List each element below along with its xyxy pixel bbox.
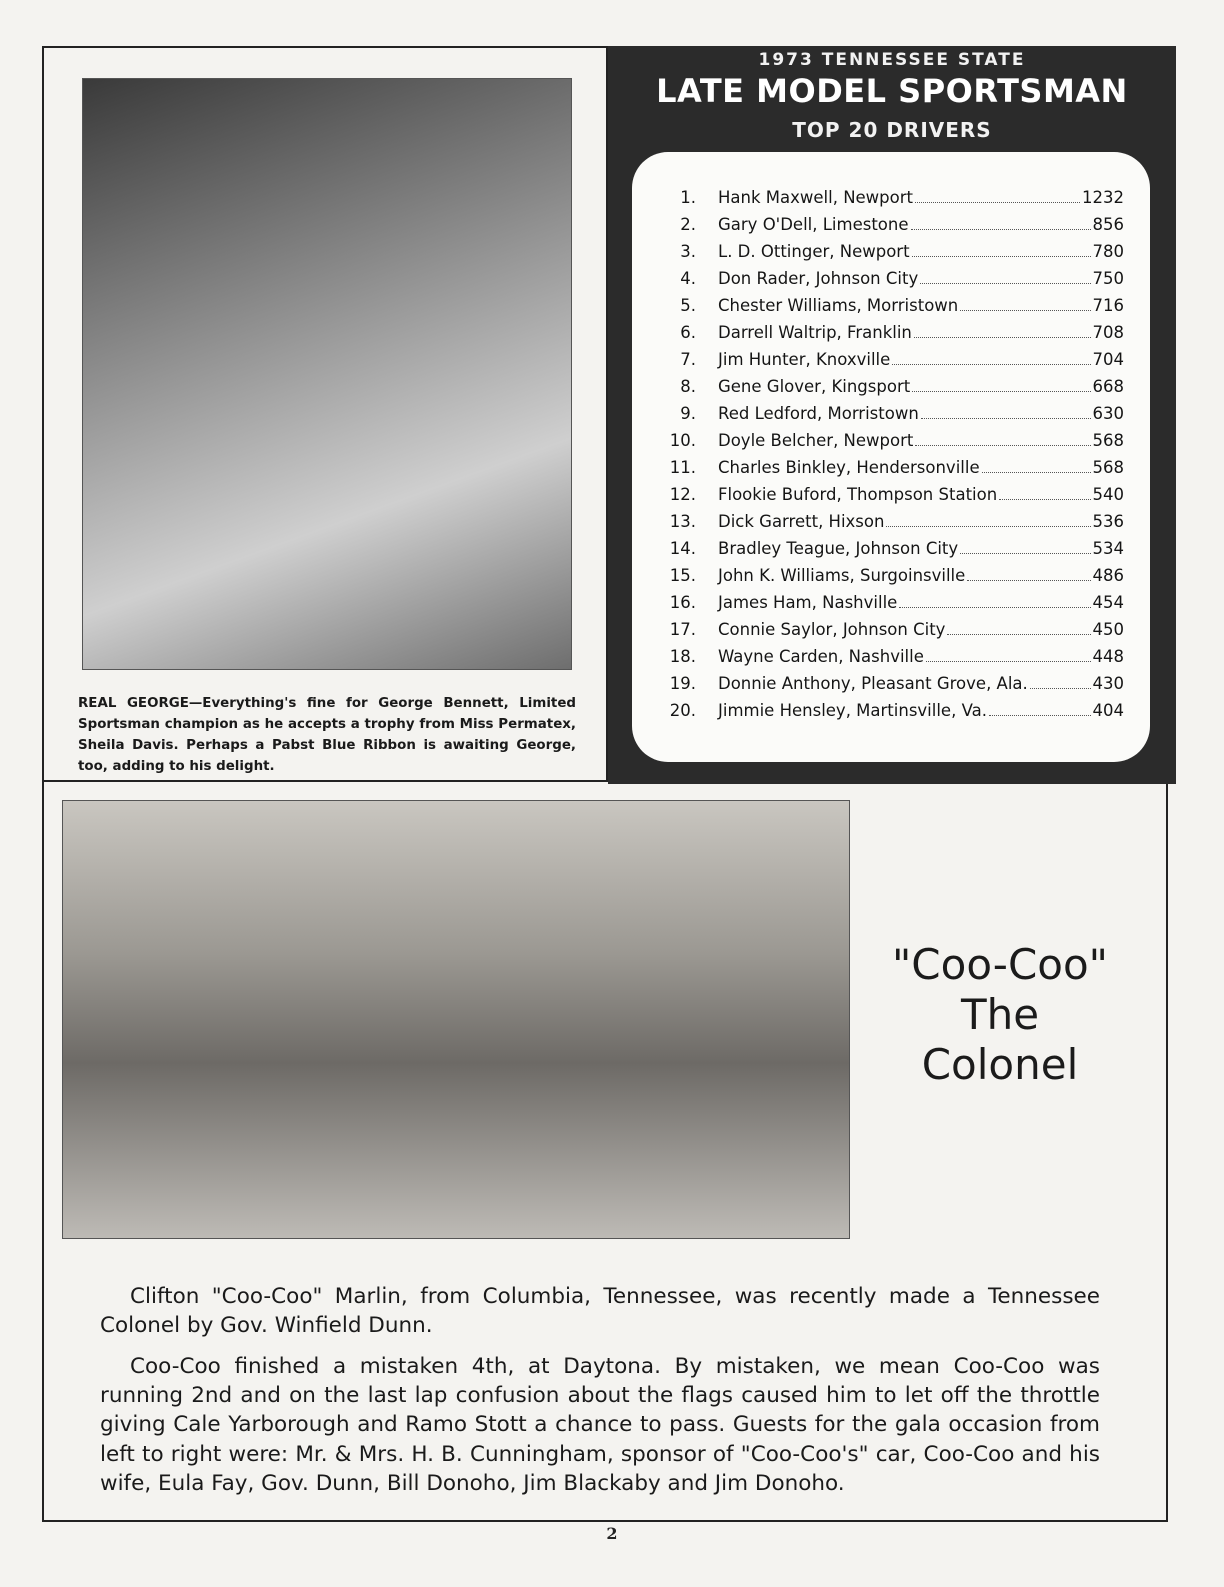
driver-rank: 4. xyxy=(680,269,696,288)
standings-row xyxy=(654,377,1124,404)
standings-title: LATE MODEL SPORTSMAN xyxy=(656,72,1128,110)
driver-points: 704 xyxy=(1092,350,1124,369)
colonel-group-photo xyxy=(62,800,850,1239)
driver-rank: 15. xyxy=(669,566,696,585)
standings-row xyxy=(654,647,1124,674)
article-paragraph: Clifton "Coo-Coo" Marlin, from Columbia, Tennessee, was recently made a Tennessee Colonel by Gov. Winfield Dunn. xyxy=(100,1283,1100,1338)
driver-points: 780 xyxy=(1092,242,1124,261)
photo-caption: REAL GEORGE—Everything's fine for George Bennett, Limited Sportsman champion as he accepts a trophy from Miss Permatex, Sheila Davis. Perhaps a Pabst Blue Ribbon is awaiting George, too, adding to his delight. xyxy=(78,696,576,775)
driver-name: Gene Glover, Kingsport xyxy=(718,377,911,396)
standings-kicker: 1973 TENNESSEE STATE xyxy=(758,50,1026,70)
driver-rank: 18. xyxy=(669,647,696,666)
driver-name: L. D. Ottinger, Newport xyxy=(718,242,910,261)
driver-name: Doyle Belcher, Newport xyxy=(718,431,914,450)
driver-rank: 20. xyxy=(669,701,696,720)
driver-name: Jimmie Hensley, Martinsville, Va. xyxy=(718,701,987,720)
driver-name: Jim Hunter, Knoxville xyxy=(718,350,891,369)
driver-rank: 2. xyxy=(680,215,696,234)
driver-points: 540 xyxy=(1092,485,1124,504)
leader-dots xyxy=(960,310,1090,311)
driver-points: 708 xyxy=(1092,323,1124,342)
standings-row xyxy=(654,458,1124,485)
driver-rank: 6. xyxy=(680,323,696,342)
standings-row xyxy=(654,539,1124,566)
leader-dots xyxy=(886,526,1090,527)
driver-points: 716 xyxy=(1092,296,1124,315)
driver-points: 534 xyxy=(1092,539,1124,558)
driver-rank: 13. xyxy=(669,512,696,531)
article-title-line: Colonel xyxy=(921,1040,1079,1089)
article-title-line: The xyxy=(960,990,1040,1039)
article-title xyxy=(860,940,1140,1090)
driver-rank: 8. xyxy=(680,377,696,396)
standings-row xyxy=(654,512,1124,539)
driver-rank: 11. xyxy=(669,458,696,477)
driver-rank: 1. xyxy=(680,188,696,207)
driver-rank: 12. xyxy=(669,485,696,504)
driver-points: 630 xyxy=(1092,404,1124,423)
driver-rank: 5. xyxy=(680,296,696,315)
standings-row xyxy=(654,188,1124,215)
standings-row xyxy=(654,485,1124,512)
driver-name: Chester Williams, Morristown xyxy=(718,296,959,315)
leader-dots xyxy=(926,661,1091,662)
leader-dots xyxy=(989,715,1091,716)
article-paragraph: Coo-Coo finished a mistaken 4th, at Daytona. By mistaken, we mean Coo-Coo was running 2nd and on the last lap confusion about the flags caused him to let off the throttle giving Cale Yarborough and Ramo Stott a chance to pass. Guests for the gala occasion from left to right were: Mr. & Mrs. H. B. Cunningham, sponsor of "Coo-Coo's" car, Coo-Coo and his wife, Eula Fay, Gov. Dunn, Bill Donoho, Jim Blackaby and Jim Donoho. xyxy=(100,1353,1100,1497)
driver-name: Connie Saylor, Johnson City xyxy=(718,620,946,639)
driver-points: 856 xyxy=(1092,215,1124,234)
driver-points: 448 xyxy=(1092,647,1124,666)
leader-dots xyxy=(892,364,1090,365)
driver-rank: 3. xyxy=(680,242,696,261)
standings-row xyxy=(654,242,1124,269)
driver-name: Don Rader, Johnson City xyxy=(718,269,919,288)
leader-dots xyxy=(915,445,1090,446)
standings-row xyxy=(654,350,1124,377)
standings-row xyxy=(654,431,1124,458)
driver-name: Flookie Buford, Thompson Station xyxy=(718,485,998,504)
driver-points: 568 xyxy=(1092,431,1124,450)
leader-dots xyxy=(947,634,1090,635)
driver-points: 450 xyxy=(1092,620,1124,639)
leader-dots xyxy=(911,229,1091,230)
standings-row xyxy=(654,215,1124,242)
driver-points: 1232 xyxy=(1082,188,1124,207)
driver-name: Hank Maxwell, Newport xyxy=(718,188,914,207)
standings-row xyxy=(654,323,1124,350)
leader-dots xyxy=(967,580,1090,581)
standings-row xyxy=(654,701,1124,728)
driver-name: Darrell Waltrip, Franklin xyxy=(718,323,912,342)
article-title-line: "Coo-Coo" xyxy=(891,940,1108,989)
driver-rank: 7. xyxy=(680,350,696,369)
leader-dots xyxy=(914,337,1091,338)
standings-panel xyxy=(608,46,1176,784)
leader-dots xyxy=(912,256,1091,257)
driver-rank: 19. xyxy=(669,674,696,693)
driver-points: 750 xyxy=(1092,269,1124,288)
standings-row xyxy=(654,620,1124,647)
driver-points: 486 xyxy=(1092,566,1124,585)
standings-row xyxy=(654,269,1124,296)
standings-list xyxy=(632,152,1150,762)
driver-name: John K. Williams, Surgoinsville xyxy=(718,566,966,585)
driver-points: 668 xyxy=(1092,377,1124,396)
leader-dots xyxy=(999,499,1090,500)
driver-name: Donnie Anthony, Pleasant Grove, Ala. xyxy=(718,674,1028,693)
driver-rank: 10. xyxy=(669,431,696,450)
standings-row xyxy=(654,593,1124,620)
driver-name: Bradley Teague, Johnson City xyxy=(718,539,959,558)
driver-name: Gary O'Dell, Limestone xyxy=(718,215,909,234)
driver-rank: 9. xyxy=(680,404,696,423)
driver-points: 404 xyxy=(1092,701,1124,720)
standings-row xyxy=(654,404,1124,431)
leader-dots xyxy=(920,283,1090,284)
driver-name: James Ham, Nashville xyxy=(718,593,898,612)
leader-dots xyxy=(912,391,1090,392)
driver-points: 430 xyxy=(1092,674,1124,693)
driver-points: 536 xyxy=(1092,512,1124,531)
driver-name: Dick Garrett, Hixson xyxy=(718,512,885,531)
driver-name: Wayne Carden, Nashville xyxy=(718,647,924,666)
standings-row xyxy=(654,296,1124,323)
leader-dots xyxy=(915,202,1080,203)
driver-rank: 14. xyxy=(669,539,696,558)
page-number: 2 xyxy=(606,1524,618,1543)
trophy-photo xyxy=(82,78,572,670)
leader-dots xyxy=(1030,688,1091,689)
standings-row xyxy=(654,566,1124,593)
driver-points: 454 xyxy=(1092,593,1124,612)
standings-subtitle: TOP 20 DRIVERS xyxy=(792,118,992,142)
leader-dots xyxy=(921,418,1091,419)
driver-points: 568 xyxy=(1092,458,1124,477)
standings-row xyxy=(654,674,1124,701)
driver-name: Red Ledford, Morristown xyxy=(718,404,919,423)
leader-dots xyxy=(982,472,1091,473)
driver-rank: 16. xyxy=(669,593,696,612)
driver-name: Charles Binkley, Hendersonville xyxy=(718,458,980,477)
driver-rank: 17. xyxy=(669,620,696,639)
leader-dots xyxy=(899,607,1090,608)
leader-dots xyxy=(960,553,1090,554)
